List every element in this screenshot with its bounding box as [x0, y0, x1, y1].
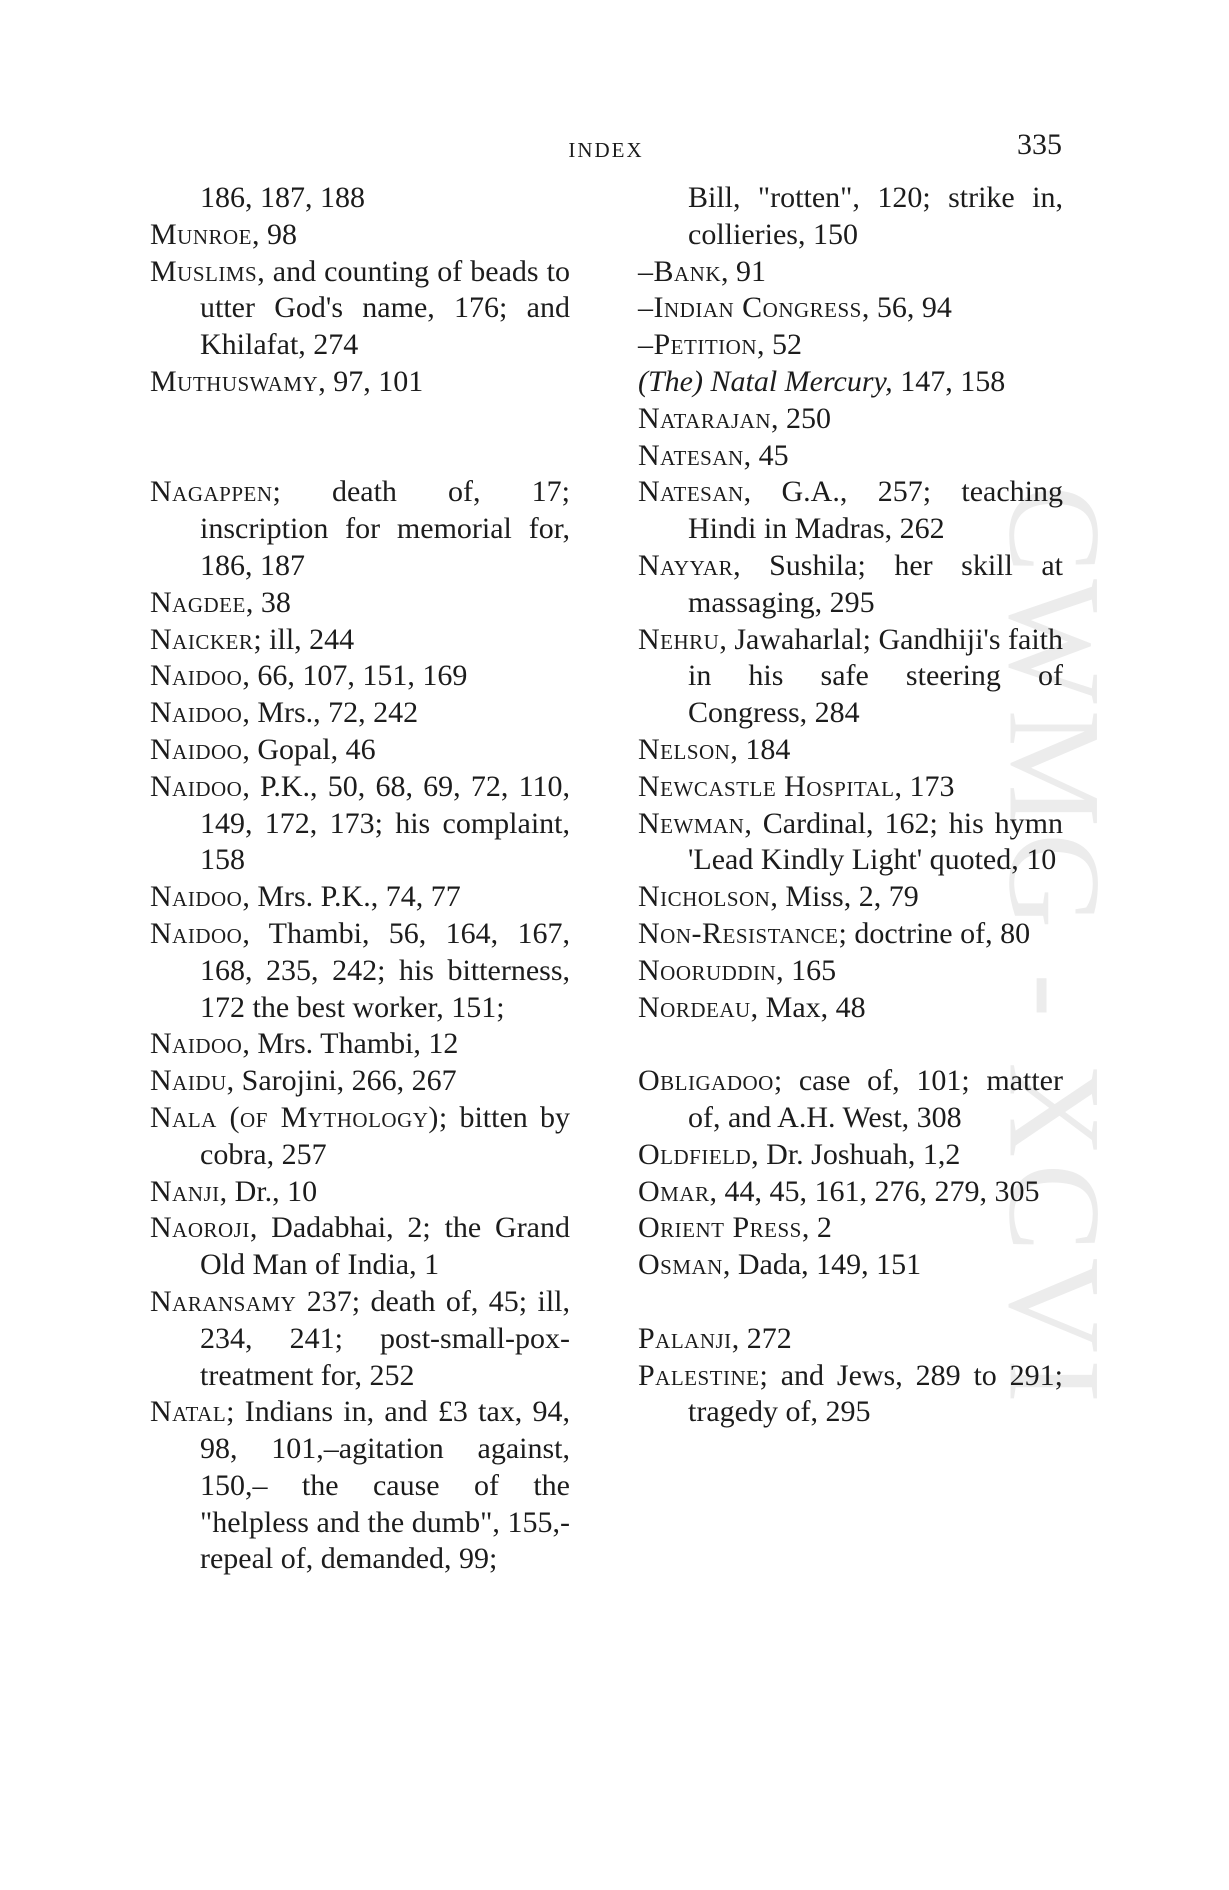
index-entry	[150, 1100, 570, 1174]
index-entry	[638, 1174, 1063, 1211]
entry-text: , Cardinal, 162; his hymn 'Lead Kindly Light' quoted, 10	[688, 806, 1063, 877]
entry-heading: Naidoo	[150, 696, 243, 730]
entry-text: , 173	[894, 769, 955, 803]
entry-heading: Nayyar	[638, 548, 734, 582]
index-entry	[150, 1210, 570, 1284]
index-entry	[150, 1174, 570, 1211]
entry-text: , 38	[245, 585, 291, 619]
entry-heading: Naidoo	[150, 769, 243, 803]
entry-text: , 250	[771, 401, 831, 435]
entry-text: , Mrs., 72, 242	[242, 696, 419, 730]
entry-text: , Dada, 149, 151	[722, 1248, 922, 1282]
entry-text: , Jawaharlal; Gandhiji's faith in his safe steering of Congress, 284	[688, 622, 1063, 730]
entry-text: ; and Jews, 289 to 291; tragedy of, 295	[688, 1358, 1063, 1429]
index-entry	[150, 732, 570, 769]
entry-heading: Orient Press	[638, 1211, 802, 1245]
index-entry	[638, 180, 1063, 254]
entry-heading: –Petition	[638, 328, 757, 362]
entry-text: ; doctrine of, 80	[838, 916, 1031, 950]
index-entry	[150, 658, 570, 695]
entry-text: , Dr. Joshuah, 1,2	[751, 1137, 961, 1171]
running-title: INDEX	[568, 138, 644, 162]
entry-heading: Muthuswamy	[150, 364, 319, 398]
entry-text: , 66, 107, 151, 169	[242, 659, 468, 693]
entry-text: , 44, 45, 161, 276, 279, 305	[709, 1174, 1040, 1208]
entry-heading: Obligadoo	[638, 1064, 774, 1098]
index-entry	[638, 1137, 1063, 1174]
index-entry	[638, 548, 1063, 622]
entry-text: , Sarojini, 266, 267	[226, 1064, 457, 1098]
watermark-text: CWMG - XCVI	[981, 485, 1129, 1409]
page-number: 335	[1017, 128, 1062, 161]
entry-heading: Naidoo	[150, 916, 243, 950]
index-entry	[638, 474, 1063, 548]
index-entry	[638, 1321, 1063, 1358]
index-entry	[638, 254, 1063, 291]
index-entry	[638, 806, 1063, 880]
entry-heading: Palanji	[638, 1321, 732, 1355]
index-column-left	[150, 180, 570, 1578]
entry-text: Bill, "rotten", 120; strike in, collieries, 150	[688, 181, 1063, 251]
entry-heading: Newman	[638, 806, 745, 840]
entry-text: , and counting of beads to utter God's name, 176; and Khilafat, 274	[200, 254, 570, 362]
entry-heading: Osman	[638, 1248, 723, 1282]
entry-text: ; bitten by cobra, 257	[200, 1100, 570, 1171]
entry-heading: Oldfield	[638, 1137, 752, 1171]
entry-heading: Nicholson	[638, 880, 771, 914]
entry-text: , P.K., 50, 68, 69, 72, 110, 149, 172, 173; his complaint, 158	[200, 769, 570, 877]
entry-heading: (The) Natal Mercury,	[638, 364, 893, 398]
index-entry	[150, 1284, 570, 1394]
index-entry	[150, 364, 570, 401]
section-gap	[150, 401, 570, 475]
index-entry	[150, 622, 570, 659]
index-entry	[638, 364, 1063, 401]
entry-text: 186, 187, 188	[200, 181, 365, 214]
entry-heading: Nehru	[638, 622, 720, 656]
entry-text: , 45	[743, 438, 789, 472]
entry-heading: Nala (of Mythology)	[150, 1100, 439, 1134]
entry-heading: Palestine	[638, 1358, 760, 1392]
index-entry	[638, 1063, 1063, 1137]
entry-heading: Nanji	[150, 1174, 220, 1208]
entry-text: , Gopal, 46	[242, 732, 376, 766]
index-entry	[150, 217, 570, 254]
index-entry	[150, 695, 570, 732]
entry-heading: Naidoo	[150, 732, 243, 766]
entry-heading: Naidoo	[150, 1027, 243, 1061]
entry-text: , Sushila; her skill at massaging, 295	[688, 548, 1063, 619]
entry-text: ; death of, 17; inscription for memorial for, 186, 187	[200, 475, 570, 582]
entry-text: 237; death of, 45; ill, 234, 241; post-small-pox-treatment for, 252	[200, 1284, 570, 1392]
index-entry	[150, 769, 570, 879]
entry-text: , Dadabhai, 2; the Grand Old Man of India, 1	[200, 1211, 570, 1282]
entry-heading: Omar	[638, 1174, 710, 1208]
entry-text: , 97, 101	[318, 364, 424, 398]
entry-text: , Thambi, 56, 164, 167, 168, 235, 242; his bitterness, 172 the best worker, 151;	[200, 916, 570, 1024]
index-column-right	[638, 180, 1063, 1431]
entry-heading: –Bank	[638, 254, 722, 288]
entry-text: , 91	[721, 254, 767, 288]
index-entry	[638, 1247, 1063, 1284]
entry-text: , Miss, 2, 79	[770, 880, 919, 914]
index-entry	[638, 438, 1063, 475]
index-entry	[638, 1210, 1063, 1247]
section-gap	[638, 1284, 1063, 1321]
entry-heading: Nagappen	[150, 475, 273, 509]
index-entry	[638, 990, 1063, 1027]
entry-heading: Muslims	[150, 254, 258, 288]
entry-text: , Max, 48	[750, 990, 866, 1024]
entry-text: , G.A., 257; teaching Hindi in Madras, 262	[688, 475, 1063, 546]
entry-text: , 184	[730, 732, 791, 766]
index-entry	[638, 622, 1063, 732]
index-entry	[150, 1394, 570, 1578]
entry-heading: Natal	[150, 1395, 227, 1429]
entry-heading: Natesan	[638, 475, 744, 509]
index-entry	[638, 401, 1063, 438]
entry-text: , Mrs. Thambi, 12	[242, 1027, 459, 1061]
entry-heading: Newcastle Hospital	[638, 769, 895, 803]
index-entry	[638, 769, 1063, 806]
entry-text: , 56, 94	[861, 291, 952, 325]
index-entry	[638, 916, 1063, 953]
entry-heading: –Indian Congress	[638, 291, 862, 325]
entry-heading: Natesan	[638, 438, 744, 472]
index-entry	[638, 732, 1063, 769]
entry-heading: Naicker	[150, 622, 254, 656]
index-entry	[150, 180, 570, 217]
index-entry	[150, 585, 570, 622]
entry-text: , 165	[776, 953, 837, 987]
index-entry	[638, 1358, 1063, 1432]
entry-text: , 98	[252, 217, 298, 251]
entry-text: , Dr., 10	[219, 1174, 318, 1208]
entry-text: , 272	[731, 1321, 792, 1355]
index-entry	[150, 1026, 570, 1063]
index-entry	[150, 879, 570, 916]
entry-heading: Naoroji	[150, 1211, 250, 1245]
index-entry	[150, 1063, 570, 1100]
index-entry	[150, 254, 570, 364]
entry-heading: Munroe	[150, 217, 253, 251]
entry-heading: Nooruddin	[638, 953, 777, 987]
index-entry	[638, 953, 1063, 990]
index-entry	[638, 290, 1063, 327]
entry-heading: Nelson	[638, 732, 731, 766]
entry-heading: Natarajan	[638, 401, 771, 435]
entry-heading: Naransamy	[150, 1284, 297, 1318]
entry-text: , Mrs. P.K., 74, 77	[242, 880, 461, 914]
entry-heading: Naidoo	[150, 880, 243, 914]
index-entry	[150, 916, 570, 1026]
page-header	[150, 128, 1062, 168]
index-entry	[638, 327, 1063, 364]
entry-heading: Non-Resistance	[638, 916, 839, 950]
index-entry	[150, 474, 570, 584]
entry-text: ; case of, 101; matter of, and A.H. West, 308	[688, 1064, 1063, 1134]
entry-text: ; Indians in, and £3 tax, 94, 98, 101,–agitation against, 150,– the cause of the "helpless and the dumb", 155,- repeal of, demanded, 99;	[200, 1395, 570, 1576]
section-gap	[638, 1026, 1063, 1063]
index-entry	[638, 879, 1063, 916]
entry-text: , 2	[801, 1211, 832, 1245]
entry-heading: Nagdee	[150, 585, 246, 619]
entry-heading: Naidoo	[150, 659, 243, 693]
entry-heading: Nordeau	[638, 990, 751, 1024]
entry-text: , 52	[757, 328, 802, 362]
entry-text: 147, 158	[892, 364, 1006, 398]
entry-text: ; ill, 244	[253, 622, 355, 656]
entry-heading: Naidu	[150, 1064, 227, 1098]
